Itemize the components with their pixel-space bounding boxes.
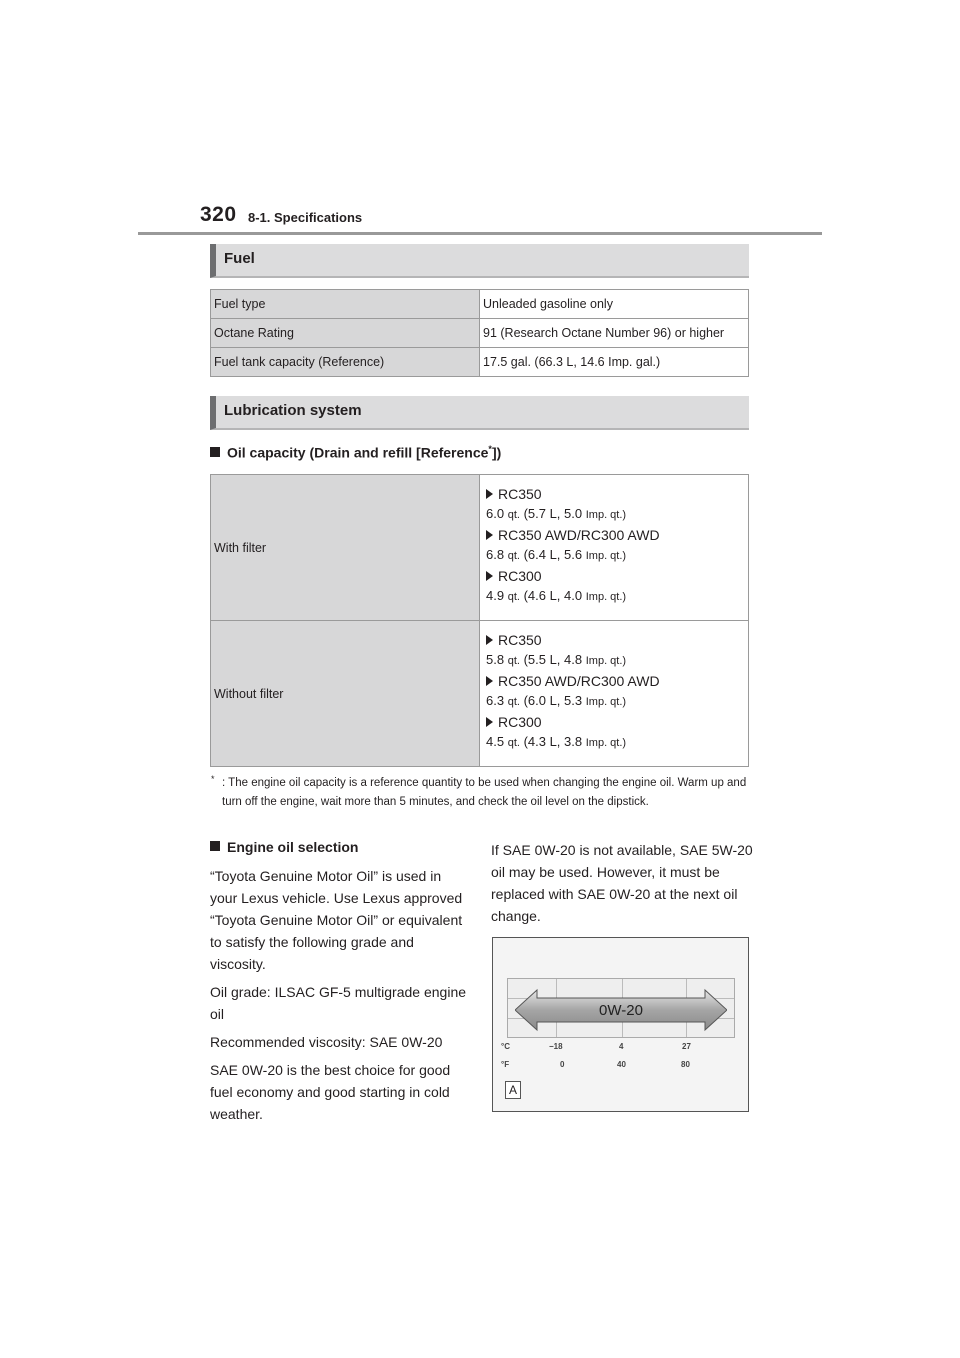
oil-grade-paragraph: Oil grade: ILSAC GF-5 multigrade engine oil: [210, 984, 467, 1022]
octane-value: 91 (Research Octane Number 96) or higher: [480, 319, 749, 348]
celsius-tick: 27: [682, 1042, 691, 1051]
viscosity-range-arrow: [515, 988, 727, 1032]
oil-selection-heading: Engine oil selection: [210, 839, 472, 855]
tank-capacity-value: 17.5 gal. (66.3 L, 14.6 Imp. gal.): [480, 348, 749, 377]
model-label: RC350 AWD/RC300 AWD: [486, 527, 742, 543]
section-title: 8-1. Specifications: [248, 210, 363, 225]
recommended-viscosity-paragraph: Recommended viscosity: SAE 0W-20: [210, 1034, 443, 1050]
fuel-type-value: Unleaded gasoline only: [480, 290, 749, 319]
fahrenheit-tick: 80: [681, 1060, 690, 1069]
capacity-value: 6.3 qt. (6.0 L, 5.3 Imp. qt.): [486, 693, 627, 708]
triangle-arrow-icon: [486, 530, 493, 540]
celsius-tick: −18: [549, 1042, 563, 1051]
model-label: RC350: [486, 486, 742, 502]
with-filter-values: [480, 475, 749, 621]
viscosity-chart-figure: [492, 937, 749, 1112]
table-row: [211, 290, 749, 319]
best-choice-paragraph: SAE 0W-20 is the best choice for good fuel economy and good starting in cold weather.: [210, 1062, 451, 1122]
fuel-table: [210, 289, 749, 377]
model-label: RC350 AWD/RC300 AWD: [486, 673, 742, 689]
triangle-arrow-icon: [486, 571, 493, 581]
capacity-value: 6.8 qt. (6.4 L, 5.6 Imp. qt.): [486, 547, 627, 562]
octane-label: Octane Rating: [211, 319, 480, 348]
fuel-type-label: Fuel type: [211, 290, 480, 319]
triangle-arrow-icon: [486, 635, 493, 645]
celsius-tick: 4: [619, 1042, 624, 1051]
triangle-arrow-icon: [486, 489, 493, 499]
oil-capacity-table: [210, 474, 749, 767]
triangle-arrow-icon: [486, 717, 493, 727]
figure-tag: A: [505, 1081, 521, 1099]
page-number: 320: [200, 203, 237, 226]
fuel-section-bar: [210, 244, 749, 278]
square-bullet-icon: [210, 447, 220, 457]
footnote: [211, 774, 756, 812]
triangle-arrow-icon: [486, 676, 493, 686]
fahrenheit-tick: 0: [560, 1060, 565, 1069]
fahrenheit-tick: 40: [617, 1060, 626, 1069]
with-filter-label: With filter: [211, 475, 480, 621]
square-bullet-icon: [210, 841, 220, 851]
table-row: [211, 319, 749, 348]
footnote-text: : The engine oil capacity is a reference quantity to be used when changing the engine oil. Warm up and turn off the engine, wait more than 5 minutes, and check the oil level on the dipstick.: [222, 777, 747, 808]
capacity-value: 6.0 qt. (5.7 L, 5.0 Imp. qt.): [486, 506, 627, 521]
celsius-unit: °C: [501, 1042, 510, 1051]
oil-capacity-heading: Oil capacity (Drain and refill [Reference*]): [210, 444, 501, 461]
without-filter-label: Without filter: [211, 621, 480, 767]
table-row: [211, 348, 749, 377]
oil-selection-left-column: [210, 839, 472, 1131]
header-rule: [138, 232, 822, 235]
capacity-value: 4.9 qt. (4.6 L, 4.0 Imp. qt.): [486, 588, 627, 603]
oil-selection-right-column: [491, 839, 753, 933]
model-label: RC300: [486, 568, 742, 584]
oil-selection-paragraph: “Toyota Genuine Motor Oil” is used in your Lexus vehicle. Use Lexus approved “Toyota Genuine Motor Oil” or equivalent to satisfy the following grade and viscosity.: [210, 868, 463, 972]
grade-label: 0W-20: [599, 1002, 643, 1019]
fahrenheit-unit: °F: [501, 1060, 510, 1069]
capacity-value: 5.8 qt. (5.5 L, 4.8 Imp. qt.): [486, 652, 627, 667]
model-label: RC300: [486, 714, 742, 730]
table-row: [211, 475, 749, 621]
alternative-oil-paragraph: If SAE 0W-20 is not available, SAE 5W-20 oil may be used. However, it must be replaced with SAE 0W-20 at the next oil change.: [491, 842, 753, 924]
fuel-section-title: Fuel: [224, 250, 255, 267]
footnote-mark: *: [211, 774, 215, 784]
without-filter-values: [480, 621, 749, 767]
capacity-value: 4.5 qt. (4.3 L, 3.8 Imp. qt.): [486, 734, 627, 749]
table-row: [211, 621, 749, 767]
model-label: RC350: [486, 632, 742, 648]
lubrication-section-bar: [210, 396, 749, 430]
tank-capacity-label: Fuel tank capacity (Reference): [211, 348, 480, 377]
lubrication-section-title: Lubrication system: [224, 402, 362, 419]
